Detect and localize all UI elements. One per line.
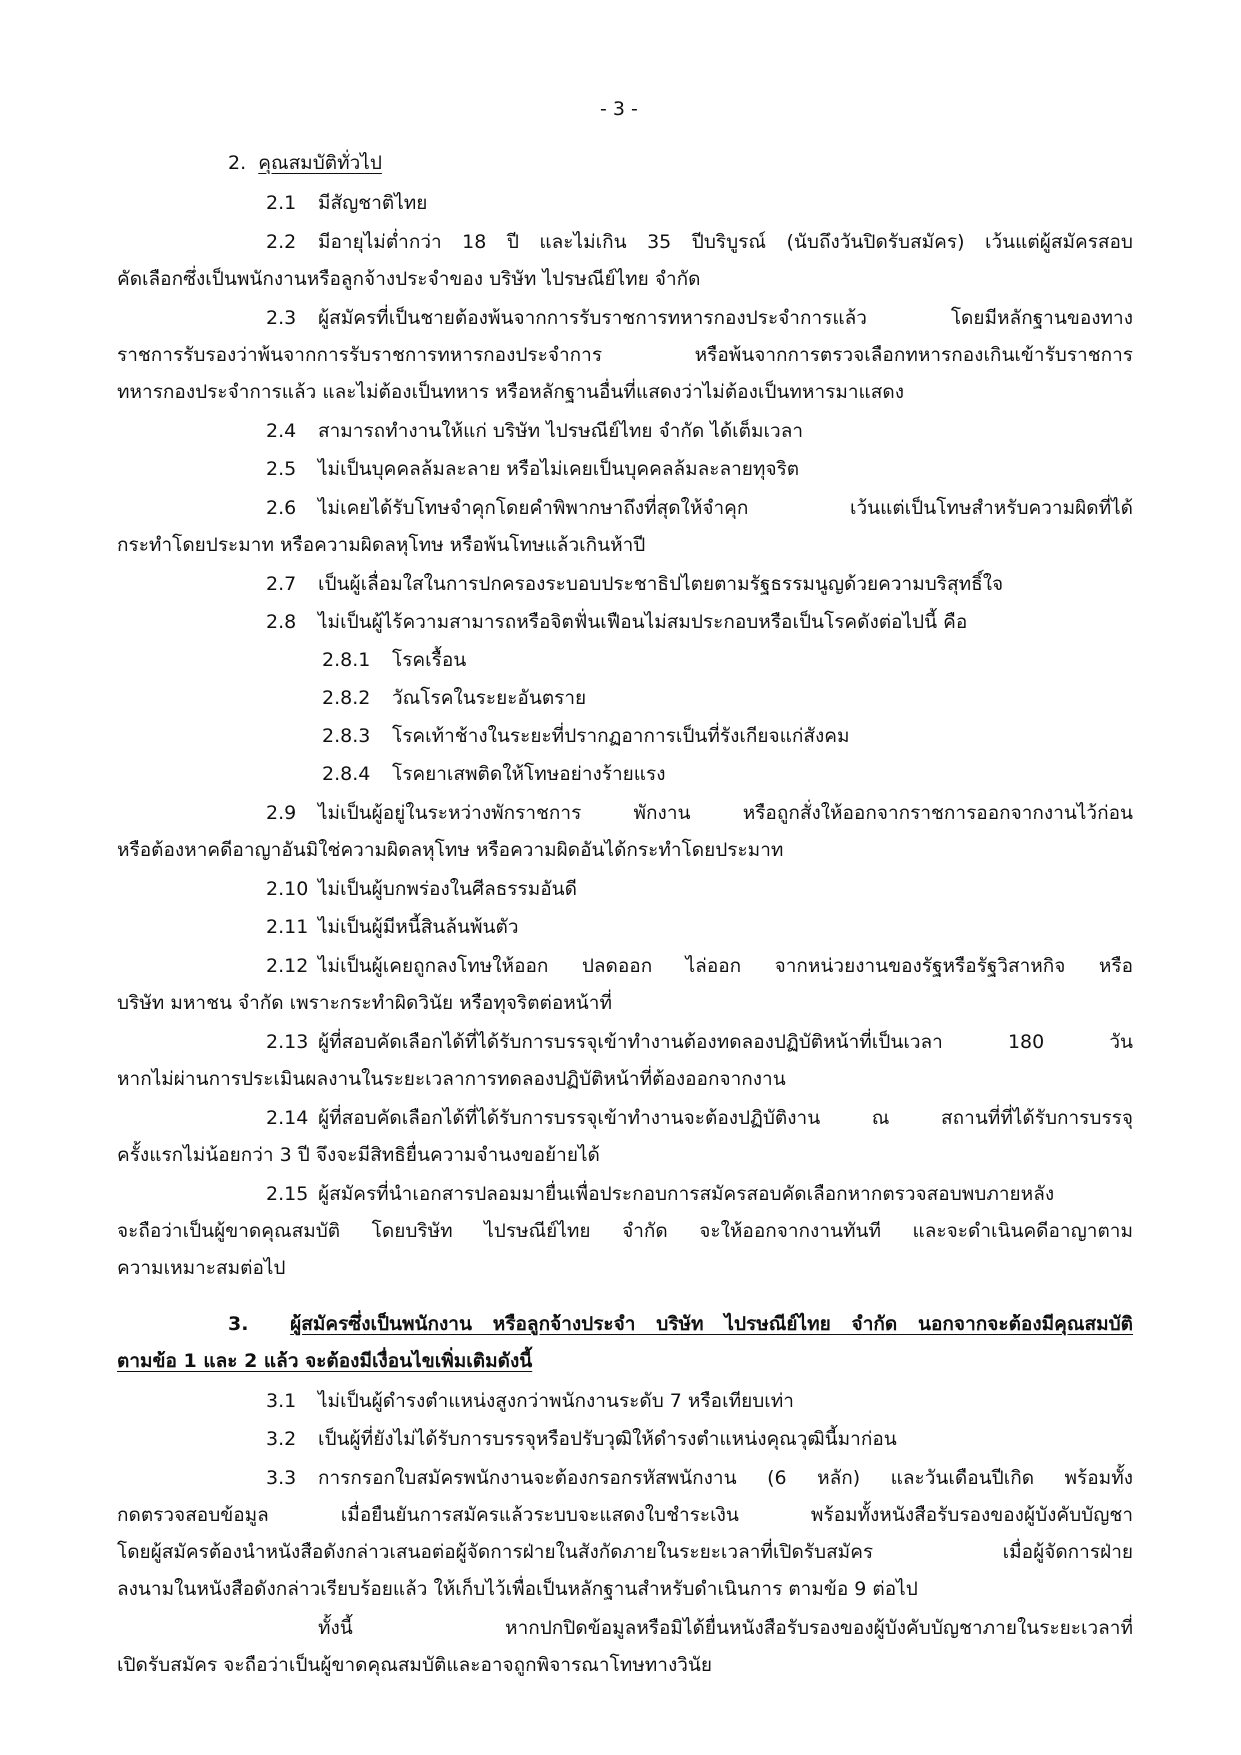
item-2-8-4: 2.8.4 โรคยาเสพติดให้โทษอย่างร้ายแรง [322, 763, 666, 785]
section-2-title: คุณสมบัติทั่วไป [258, 152, 382, 174]
note-line1: ทั้งนี้ หากปกปิดข้อมูลหรือมิได้ยื่นหนังสือรับรองของผู้บังคับบัญชาภายในระยะเวลาที่ [318, 1617, 1133, 1639]
item-2-9-line1: 2.9 ไม่เป็นผู้อยู่ในระหว่างพักราชการ พักงาน หรือถูกสั่งให้ออกจากราชการออกจากงานไว้ก่อน [266, 802, 1133, 824]
section-2-heading [228, 150, 382, 176]
item-2-13-line1: 2.13 ผู้ที่สอบคัดเลือกได้ที่ได้รับการบรรจุเข้าทำงานต้องทดลองปฏิบัติหน้าที่เป็นเวลา 180 วัน [266, 1031, 1133, 1053]
item-2-11: 2.11 ไม่เป็นผู้มีหนี้สินล้นพ้นตัว [266, 916, 519, 938]
item-3-2: 3.2 เป็นผู้ที่ยังไม่ได้รับการบรรจุหรือปรับวุฒิให้ดำรงตำแหน่งคุณวุฒินี้มาก่อน [266, 1428, 897, 1450]
section-3-heading-line1: 3. ผู้สมัครซึ่งเป็นพนักงาน หรือลูกจ้างประจำ บริษัท ไปรษณีย์ไทย จำกัด นอกจากจะต้องมีคุณสมบัติ [228, 1313, 1133, 1335]
item-2-8: 2.8 ไม่เป็นผู้ไร้ความสามารถหรือจิตฟั่นเฟือนไม่สมประกอบหรือเป็นโรคดังต่อไปนี้ คือ [266, 611, 968, 633]
item-2-3-line3: ทหารกองประจำการแล้ว และไม่ต้องเป็นทหาร หรือหลักฐานอื่นที่แสดงว่าไม่ต้องเป็นทหารมาแสดง [117, 381, 904, 403]
item-2-6-line1: 2.6 ไม่เคยได้รับโทษจำคุกโดยคำพิพากษาถึงที่สุดให้จำคุก เว้นแต่เป็นโทษสำหรับความผิดที่ได้ [266, 497, 1133, 519]
item-2-15-line1: 2.15 ผู้สมัครที่นำเอกสารปลอมมายื่นเพื่อประกอบการสมัครสอบคัดเลือกหากตรวจสอบพบภายหลัง [266, 1183, 1055, 1205]
section-2-number: 2. [228, 152, 247, 174]
item-2-8-2: 2.8.2 วัณโรคในระยะอันตราย [322, 687, 587, 709]
page-number: - 3 - [600, 98, 638, 120]
item-3-3-line2: กดตรวจสอบข้อมูล เมื่อยืนยันการสมัครแล้วระบบจะแสดงใบชำระเงิน พร้อมทั้งหนังสือรับรองของผู้บังคับบัญชา [117, 1504, 1133, 1526]
note-line2: เปิดรับสมัคร จะถือว่าเป็นผู้ขาดคุณสมบัติและอาจถูกพิจารณาโทษทางวินัย [117, 1654, 713, 1676]
item-2-14-line2: ครั้งแรกไม่น้อยกว่า 3 ปี จึงจะมีสิทธิยื่นความจำนงขอย้ายได้ [117, 1144, 600, 1166]
item-3-3-line3: โดยผู้สมัครต้องนำหนังสือดังกล่าวเสนอต่อผู้จัดการฝ่ายในสังกัดภายในระยะเวลาที่เปิดรับสมัคร เมื่อผู้จัดการฝ่าย [117, 1541, 1133, 1563]
item-2-3-line1: 2.3 ผู้สมัครที่เป็นชายต้องพ้นจากการรับราชการทหารกองประจำการแล้ว โดยมีหลักฐานของทาง [266, 307, 1133, 329]
item-3-3-line1: 3.3 การกรอกใบสมัครพนักงานจะต้องกรอกรหัสพนักงาน (6 หลัก) และวันเดือนปีเกิด พร้อมทั้ง [266, 1467, 1133, 1489]
item-2-13-line2: หากไม่ผ่านการประเมินผลงานในระยะเวลาการทดลองปฏิบัติหน้าที่ต้องออกจากงาน [117, 1068, 786, 1090]
item-2-7: 2.7 เป็นผู้เลื่อมใสในการปกครองระบอบประชาธิปไตยตามรัฐธรรมนูญด้วยความบริสุทธิ์ใจ [266, 573, 1004, 595]
item-2-12-line2: บริษัท มหาชน จำกัด เพราะกระทำผิดวินัย หรือทุจริตต่อหน้าที่ [117, 992, 612, 1014]
item-2-14-line1: 2.14 ผู้ที่สอบคัดเลือกได้ที่ได้รับการบรรจุเข้าทำงานจะต้องปฏิบัติงาน ณ สถานที่ที่ได้รับการบรรจุ [266, 1107, 1133, 1129]
item-2-2-line2: คัดเลือกซึ่งเป็นพนักงานหรือลูกจ้างประจำของ บริษัท ไปรษณีย์ไทย จำกัด [117, 268, 701, 290]
item-3-1: 3.1 ไม่เป็นผู้ดำรงตำแหน่งสูงกว่าพนักงานระดับ 7 หรือเทียบเท่า [266, 1390, 794, 1412]
item-2-8-3: 2.8.3 โรคเท้าช้างในระยะที่ปรากฏอาการเป็นที่รังเกียจแก่สังคม [322, 725, 850, 747]
item-2-1: 2.1 มีสัญชาติไทย [266, 192, 428, 214]
item-2-15-line3: ความเหมาะสมต่อไป [117, 1257, 286, 1279]
item-2-15-line2: จะถือว่าเป็นผู้ขาดคุณสมบัติ โดยบริษัท ไปรษณีย์ไทย จำกัด จะให้ออกจากงานทันที และจะดำเนินคดีอาญาตาม [117, 1220, 1133, 1242]
item-2-12-line1: 2.12 ไม่เป็นผู้เคยถูกลงโทษให้ออก ปลดออก ไล่ออก จากหน่วยงานของรัฐหรือรัฐวิสาหกิจ หรือ [266, 955, 1133, 977]
item-3-3-line4: ลงนามในหนังสือดังกล่าวเรียบร้อยแล้ว ให้เก็บไว้เพื่อเป็นหลักฐานสำหรับดำเนินการ ตามข้อ 9 ต่อไป [117, 1578, 918, 1600]
section-3-heading-line2: ตามข้อ 1 และ 2 แล้ว จะต้องมีเงื่อนไขเพิ่มเติมดังนี้ [117, 1350, 533, 1372]
item-2-10: 2.10 ไม่เป็นผู้บกพร่องในศีลธรรมอันดี [266, 878, 577, 900]
item-2-5: 2.5 ไม่เป็นบุคคลล้มละลาย หรือไม่เคยเป็นบุคคลล้มละลายทุจริต [266, 458, 800, 480]
item-2-3-line2: ราชการรับรองว่าพ้นจากการรับราชการทหารกองประจำการ หรือพ้นจากการตรวจเลือกทหารกองเกินเข้ารับราชการ [117, 344, 1133, 366]
item-2-4: 2.4 สามารถทำงานให้แก่ บริษัท ไปรษณีย์ไทย จำกัด ได้เต็มเวลา [266, 420, 804, 442]
item-2-2-line1: 2.2 มีอายุไม่ต่ำกว่า 18 ปี และไม่เกิน 35 ปีบริบูรณ์ (นับถึงวันปิดรับสมัคร) เว้นแต่ผู้สมัครสอบ [266, 231, 1133, 253]
item-2-6-line2: กระทำโดยประมาท หรือความผิดลหุโทษ หรือพ้นโทษแล้วเกินห้าปี [117, 534, 646, 556]
item-2-8-1: 2.8.1 โรคเรื้อน [322, 649, 467, 671]
item-2-9-line2: หรือต้องหาคดีอาญาอันมิใช่ความผิดลหุโทษ หรือความผิดอันได้กระทำโดยประมาท [117, 839, 784, 861]
